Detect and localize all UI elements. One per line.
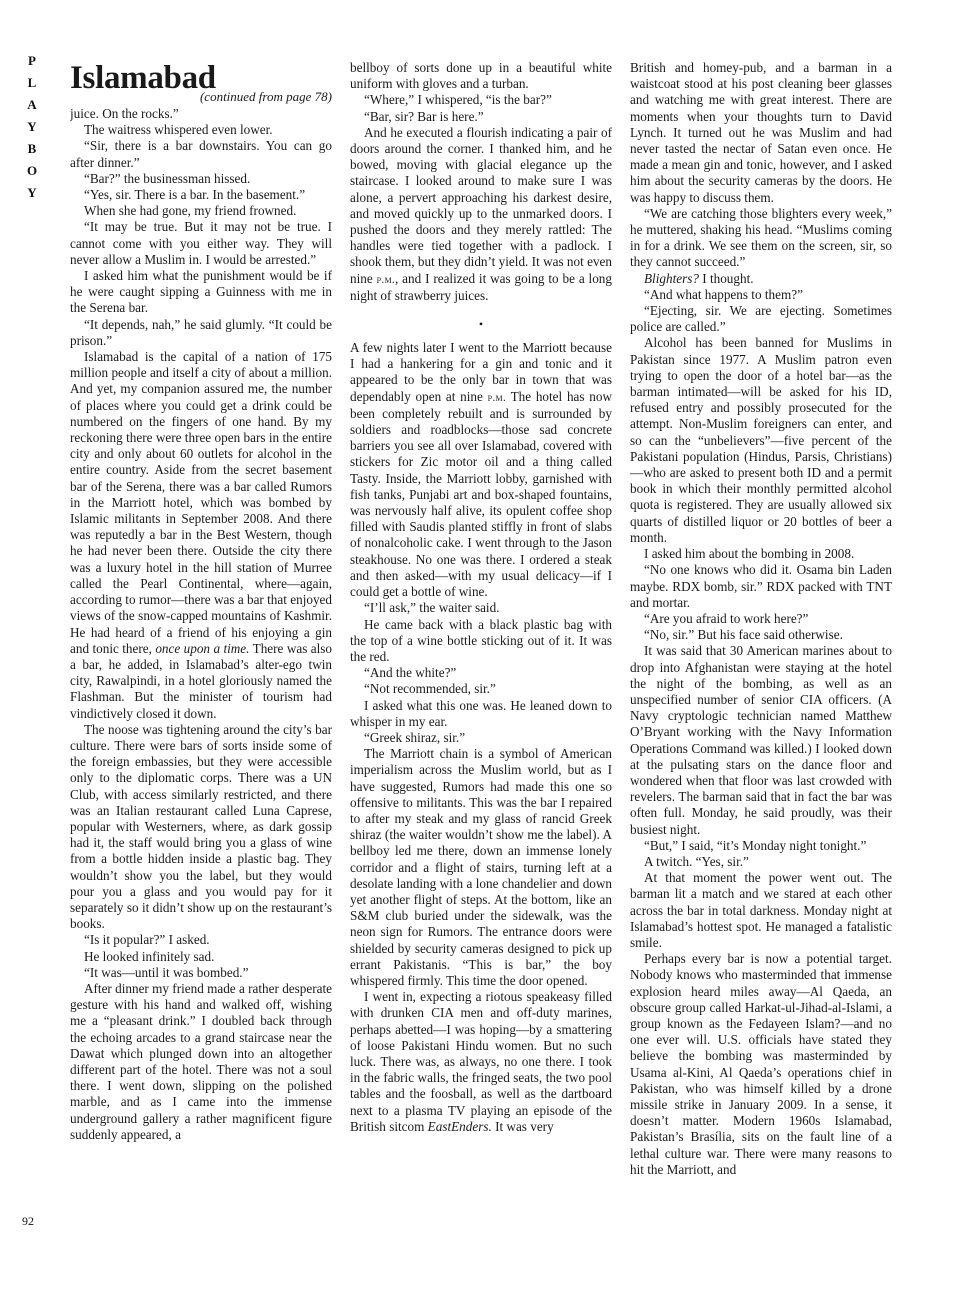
masthead-letter: A [27,97,37,112]
paragraph: “Greek shiraz, sir.” [364,729,466,745]
paragraph-text: Islamabad is the capital of a nation of 175 million people and itself a city of about a million. And yet, my companion assured me, the number of places where you could get a drink could be numbered on the fingers of one hand. By my reckoning there were three open bars in the entire city and only about 60 outlets for alcohol in the entire country. Aside from the secret basement bar of the Serena, there was a bar called Rumors in the Marriott hotel, which was bombed by Islamic militants in September 2008. And there was reputedly a bar in the Best Western, though he had never been there. Outside the city there was a luxury hotel in the hill station of Murree called the Pearl Continental, where—again, according to rumor—there was a bar that enjoyed views of the snow-capped mountains of Kashmir. He had heard of a friend of his enjoying a gin and tonic there, [70,349,332,656]
paragraph: British and homey-pub, and a barman in a waistcoat stood at his post cleaning beer glasses and watching me with great interest. There are moments when your thoughts turn to David Lynch. It turned out he was Muslim and had never tasted the nectar of Satan even once. He made a mean gin and tonic, however, and I asked him about the security cameras by the doors. He was happy to discuss them. [630,60,892,205]
paragraph: “It may be true. But it may not be true. I cannot come with you either way. They will never allow a Muslim in. I would be arrested.” [70,219,332,267]
paragraph: “Where,” I whispered, “is the bar?” [364,92,552,108]
paragraph: The noose was tightening around the city’s bar culture. There were bars of sorts inside some of the foreign embassies, but they were accessible only to the diplomatic corps. There was a UN Club, with access similarly restricted, and there was an Italian restaurant called Luna Caprese, popular with Westerners, where, as dark gossip had it, the staff would bring you a glass of wine from a bottle hidden inside a plastic bag. They wouldn’t show you the label, but they would pour you a glass and you would pay for it separately so it didn’t show up on the restaurant’s books. [70,721,332,932]
paragraph: It was said that 30 American marines about to drop into Afghanistan were staying at the hotel the night of the bombing, as well as an unspecified number of senior CIA officers. (A Navy cryptologic technician named Matthew O’Bryant working with the Navy Information Operations Command was killed.) I looked down at the pulsating stars on the dance floor and wondered when that floor was last crowded with revelers. The barman said that in fact the bar was often full. Monday, he said proudly, was their busiest night. [630,643,892,837]
paragraph: “Ejecting, sir. We are ejecting. Sometimes police are called.” [630,303,892,335]
paragraph: I asked him about the bombing in 2008. [644,546,855,562]
paragraph: The Marriott chain is a symbol of American imperialism across the Muslim world, but as I have suggested, Rumors had made this one so offensive to militants. This was the bar I repaired to after my steak and my glass of rancid Greek shiraz (the waiter wouldn’t show me the label). A bellboy led me there, down an immense lonely corridor and a flight of stairs, turning left at a desolate landing with a lone chandelier and down yet another flight of steps. At the bottom, like an S&M club buried under the sidewalk, was the neon sign for Rumors. The entrance doors were shielded by security cameras designed to pick up errant Pakistanis. “This is bar,” the boy whispered firmly. This time the door opened. [350,746,612,988]
paragraph: Perhaps every bar is now a potential target. Nobody knows who masterminded that immense explosion heard miles away—Al Qaeda, an obscure group called Harkat-ul-Jihad-al-Islami, a group known as the Fedayeen Islam?—and no one ever will. U.S. officials have stated they believe the bombing was masterminded by Usama al-Kini, Al Qaeda’s operations chief in Pakistan, who was himself killed by a drone missile strike in January 2009. In a sense, it doesn’t matter. Modern 1960s Islamabad, Pakistan’s Brasília, sits on the fault line of a lethal culture war. There were many reasons to hit the Marriott, and [630,951,892,1177]
paragraph [70,349,332,722]
paragraph: “Yes, sir. There is a bar. In the basement.” [84,187,306,203]
paragraph: “It was—until it was bombed.” [84,964,249,980]
masthead-letter: Y [27,185,37,200]
italic-phrase: Blighters? [644,270,699,286]
paragraph: I asked him what the punishment would be if he were caught sipping a Guinness with me in the Serena bar. [70,268,332,316]
paragraph-text: I thought. [698,270,754,286]
italic-phrase: once upon a time. [155,640,250,656]
paragraph [630,271,892,287]
paragraph: “It depends, nah,” he said glumly. “It could be prison.” [70,316,332,348]
column-2 [350,60,612,1240]
masthead-letter: L [27,75,37,90]
paragraph-text: I went in, expecting a riotous speakeasy filled with drunken CIA men and off-duty marines, perhaps abetted—I was hoping—by a smattering of loose Pakistani Hindu women. But no such luck. There was, as always, no one there. I took in the fabric walls, the fringed seats, the two pool tables and the foosball, as well as the dartboard next to a plasma TV playing an episode of the British sitcom [350,989,612,1134]
paragraph: “Is it popular?” I asked. [84,932,210,948]
paragraph: juice. On the rocks.” [70,106,179,121]
column-1 [70,60,332,1240]
paragraph: “I’ll ask,” the waiter said. [364,600,500,616]
column-3 [630,60,892,1240]
paragraph-text: A few nights later I went to the Marriott because I had a hankering for a gin and tonic and it appeared to be the only bar in town that was dependably open at nine [350,340,612,404]
paragraph: “Bar, sir? Bar is here.” [364,108,484,124]
section-divider-bullet: • [478,317,484,332]
paragraph: When she had gone, my friend frowned. [84,203,297,219]
paragraph: A twitch. “Yes, sir.” [644,853,749,869]
paragraph: Alcohol has been banned for Muslims in Pakistan since 1977. A Muslim patron even trying to open the door of a hotel bar—as the barman intimated—will be asked for his ID, refused entry and possibly prosecuted for the attempt. Non-Muslim foreigners can enter, and so can the “unbelievers”—five percent of the Pakistani population (Hindus, Parsis, Christians)—who are asked to present both ID and a permit book in which their monthly permitted alcohol quota is registered. They are usually allowed six quarts of distilled liquor or 20 bottles of beer a month. [630,335,892,545]
paragraph: At that moment the power went out. The barman lit a match and we stared at each other across the bar in total darkness. Monday night at Islamabad’s hottest spot. He managed a fatalistic smile. [630,870,892,950]
paragraph: “We are catching those blighters every week,” he muttered, shaking his head. “Muslims coming in for a drink. We see them on the screen, sir, so they cannot succeed.” [630,205,892,270]
paragraph: “Sir, there is a bar downstairs. You can go after dinner.” [70,138,332,170]
page-number: 92 [22,1214,34,1228]
paragraph: “Bar?” the businessman hissed. [84,170,251,186]
paragraph: “Not recommended, sir.” [364,681,496,697]
paragraph [350,340,612,600]
paragraph-text: , and I realized it was going to be a long night of strawberry juices. [350,270,612,303]
paragraph: “And the white?” [364,665,457,681]
paragraph: He came back with a black plastic bag with the top of a wine bottle sticking out of it. It was the red. [350,616,612,664]
paragraph [350,125,612,304]
paragraph: “Are you afraid to work here?” [644,610,809,626]
masthead-letter: Y [27,119,37,134]
continued-note: (continued from page 78) [199,89,332,104]
masthead-letter: O [26,163,38,178]
paragraph: “No, sir.” But his face said otherwise. [644,627,843,643]
paragraph: After dinner my friend made a rather desperate gesture with his hand and walked off, wishing me a “pleasant drink.” I doubled back through the echoing arcades to a grand staircase near the Dawat which plunged down into an altogether different part of the hotel. There was not a soul there. I went down, slipping on the polished marble, and as I came into the immense underground gallery a rather magnificent figure suddenly appeared, a [70,980,332,1142]
playboy-masthead [22,50,42,204]
paragraph: “But,” I said, “it’s Monday night tonight.” [644,837,867,853]
italic-title: EastEnders. [427,1118,492,1134]
paragraph: The waitress whispered even lower. [84,122,273,138]
paragraph: bellboy of sorts done up in a beautiful white uniform with gloves and a turban. [350,60,612,92]
paragraph-text: The hotel has now been completely rebuilt and is surrounded by soldiers and roadblocks—those sad concrete barriers you see all over Islamabad, covered with stickers for Zic motor oil and a thing called Tasty. Inside, the Marriott lobby, garnished with fish tanks, Punjabi art and box-shaped fountains, was nervously half alive, its opulent coffee shop filled with Saudis planted stiffly in front of slabs of nonalcoholic cake. I went through to the Jason steakhouse. No one was there. I ordered a steak and then asked—with my usual delicacy—if I could get a bottle of wine. [350,388,612,600]
paragraph: “No one knows who did it. Osama bin Laden maybe. RDX bomb, sir.” RDX packed with TNT and mortar. [630,562,892,610]
paragraph [350,989,612,1135]
article-title: Islamabad [70,60,216,96]
paragraph: He looked infinitely sad. [84,948,215,964]
masthead-letter: B [27,141,37,156]
paragraph-text: It was very [491,1118,554,1134]
time-pm: p.m. [376,273,396,286]
paragraph-text: And he executed a flourish indicating a pair of doors around the corner. I thanked him, and he bowed, moving with glacial elegance up the staircase. I looked around to make sure I was alone, a pervert approaching his darkest desire, and moved quickly up to the unmarked doors. I pushed the doors and they merely rattled: The handles were tied together with a padlock. I shook them, but they didn’t yield. It was not even nine [350,124,612,286]
paragraph: I asked what this one was. He leaned down to whisper in my ear. [350,697,612,729]
time-pm: p.m. [487,391,507,404]
masthead-letter: P [28,53,36,68]
paragraph-text: There was also a bar, he added, in Islamabad’s alter-ego twin city, Rawalpindi, in a hotel gloriously named the Flashman. But the minister of tourism had vindictively closed it down. [70,640,332,721]
paragraph: “And what happens to them?” [644,286,803,302]
